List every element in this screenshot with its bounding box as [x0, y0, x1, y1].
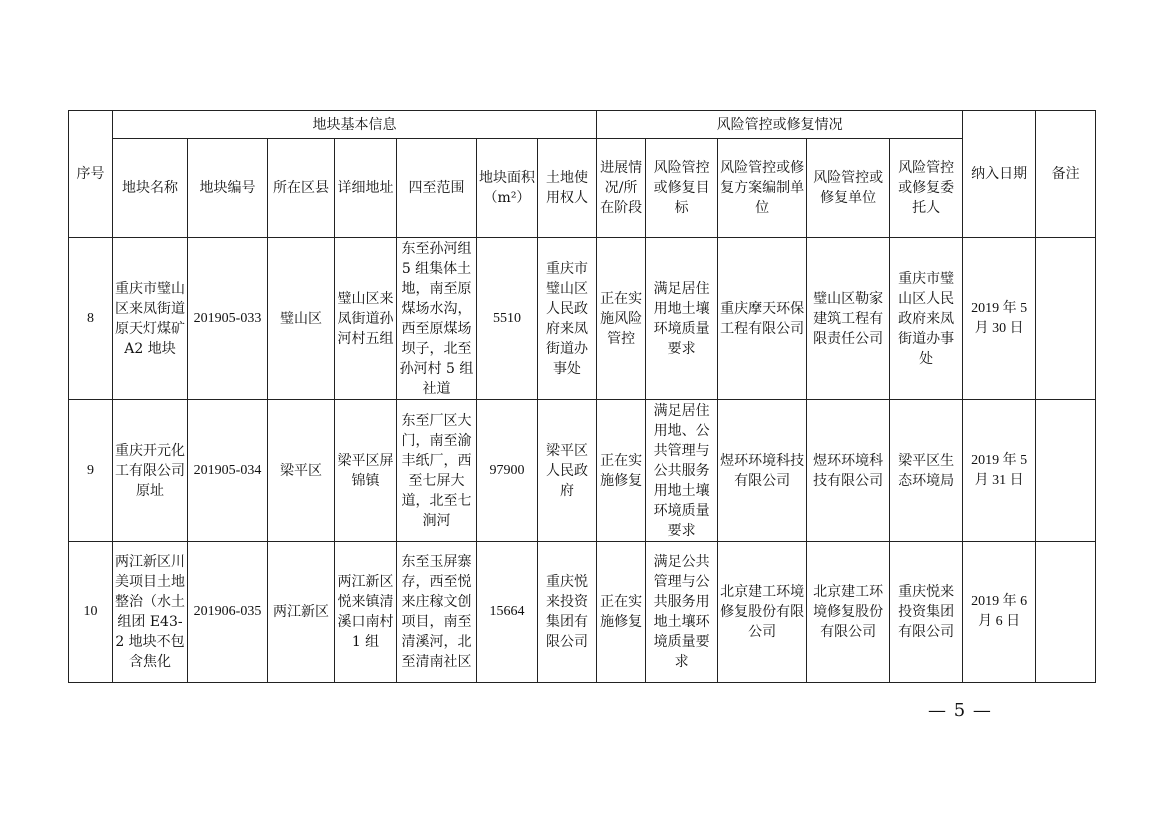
cell-bounds: 东至玉屏寨存，西至悦来庄稼文创项目，南至清溪河，北至清南社区 [397, 542, 477, 683]
cell-district: 梁平区 [268, 400, 335, 542]
header-address: 详细地址 [335, 139, 397, 238]
cell-address: 两江新区悦来镇清溪口南村 1 组 [335, 542, 397, 683]
cell-code: 201906-035 [188, 542, 268, 683]
header-planner: 风险管控或修复方案编制单位 [718, 139, 807, 238]
cell-code: 201905-033 [188, 238, 268, 400]
cell-name: 重庆市璧山区来凤街道原天灯煤矿 A2 地块 [113, 238, 188, 400]
cell-owner: 梁平区人民政府 [538, 400, 597, 542]
cell-client: 重庆市璧山区人民政府来凤街道办事处 [890, 238, 963, 400]
cell-planner: 重庆摩天环保工程有限公司 [718, 238, 807, 400]
cell-seq: 9 [69, 400, 113, 542]
cell-area: 97900 [477, 400, 538, 542]
header-goal: 风险管控或修复目标 [646, 139, 718, 238]
cell-district: 两江新区 [268, 542, 335, 683]
site-registry-table [68, 110, 1096, 683]
header-seq: 序号 [69, 111, 113, 238]
cell-district: 璧山区 [268, 238, 335, 400]
header-row-fields [69, 139, 1096, 238]
cell-client: 梁平区生态环境局 [890, 400, 963, 542]
header-basic-info: 地块基本信息 [113, 111, 597, 139]
cell-seq: 10 [69, 542, 113, 683]
header-row-groups [69, 111, 1096, 139]
cell-goal: 满足居住用地、公共管理与公共服务用地土壤环境质量要求 [646, 400, 718, 542]
cell-stage: 正在实施修复 [597, 400, 646, 542]
cell-seq: 8 [69, 238, 113, 400]
cell-planner: 北京建工环境修复股份有限公司 [718, 542, 807, 683]
cell-bounds: 东至厂区大门，南至渝丰纸厂，西至七屏大道，北至七涧河 [397, 400, 477, 542]
cell-goal: 满足公共管理与公共服务用地土壤环境质量要求 [646, 542, 718, 683]
page-number: — 5 — [928, 700, 992, 721]
header-code: 地块编号 [188, 139, 268, 238]
table-row [69, 542, 1096, 683]
header-client: 风险管控或修复委托人 [890, 139, 963, 238]
cell-address: 璧山区来凤街道孙河村五组 [335, 238, 397, 400]
table-row [69, 238, 1096, 400]
header-district: 所在区县 [268, 139, 335, 238]
cell-name: 两江新区川美项目土地整治（水土组团 E43-2 地块不包含焦化 [113, 542, 188, 683]
cell-client: 重庆悦来投资集团有限公司 [890, 542, 963, 683]
cell-bounds: 东至孙河组 5 组集体土地，南至原煤场水沟，西至原煤场坝子，北至孙河村 5 组社道 [397, 238, 477, 400]
cell-remark [1036, 542, 1096, 683]
header-executor: 风险管控或修复单位 [807, 139, 890, 238]
cell-goal: 满足居住用地土壤环境质量要求 [646, 238, 718, 400]
cell-executor: 璧山区勒家建筑工程有限责任公司 [807, 238, 890, 400]
cell-date: 2019 年 5 月 30 日 [963, 238, 1036, 400]
cell-remark [1036, 400, 1096, 542]
header-owner: 土地使用权人 [538, 139, 597, 238]
cell-stage: 正在实施修复 [597, 542, 646, 683]
cell-area: 5510 [477, 238, 538, 400]
header-name: 地块名称 [113, 139, 188, 238]
header-bounds: 四至范围 [397, 139, 477, 238]
cell-name: 重庆开元化工有限公司原址 [113, 400, 188, 542]
header-area: 地块面积（m²） [477, 139, 538, 238]
cell-executor: 北京建工环境修复股份有限公司 [807, 542, 890, 683]
header-stage: 进展情况/所在阶段 [597, 139, 646, 238]
cell-owner: 重庆悦来投资集团有限公司 [538, 542, 597, 683]
cell-area: 15664 [477, 542, 538, 683]
header-date: 纳入日期 [963, 111, 1036, 238]
table-row [69, 400, 1096, 542]
cell-code: 201905-034 [188, 400, 268, 542]
cell-date: 2019 年 5 月 31 日 [963, 400, 1036, 542]
cell-date: 2019 年 6 月 6 日 [963, 542, 1036, 683]
cell-executor: 煜环环境科技有限公司 [807, 400, 890, 542]
cell-stage: 正在实施风险管控 [597, 238, 646, 400]
header-remark: 备注 [1036, 111, 1096, 238]
cell-address: 梁平区屏锦镇 [335, 400, 397, 542]
header-risk-control: 风险管控或修复情况 [597, 111, 963, 139]
cell-owner: 重庆市璧山区人民政府来凤街道办事处 [538, 238, 597, 400]
cell-planner: 煜环环境科技有限公司 [718, 400, 807, 542]
cell-remark [1036, 238, 1096, 400]
